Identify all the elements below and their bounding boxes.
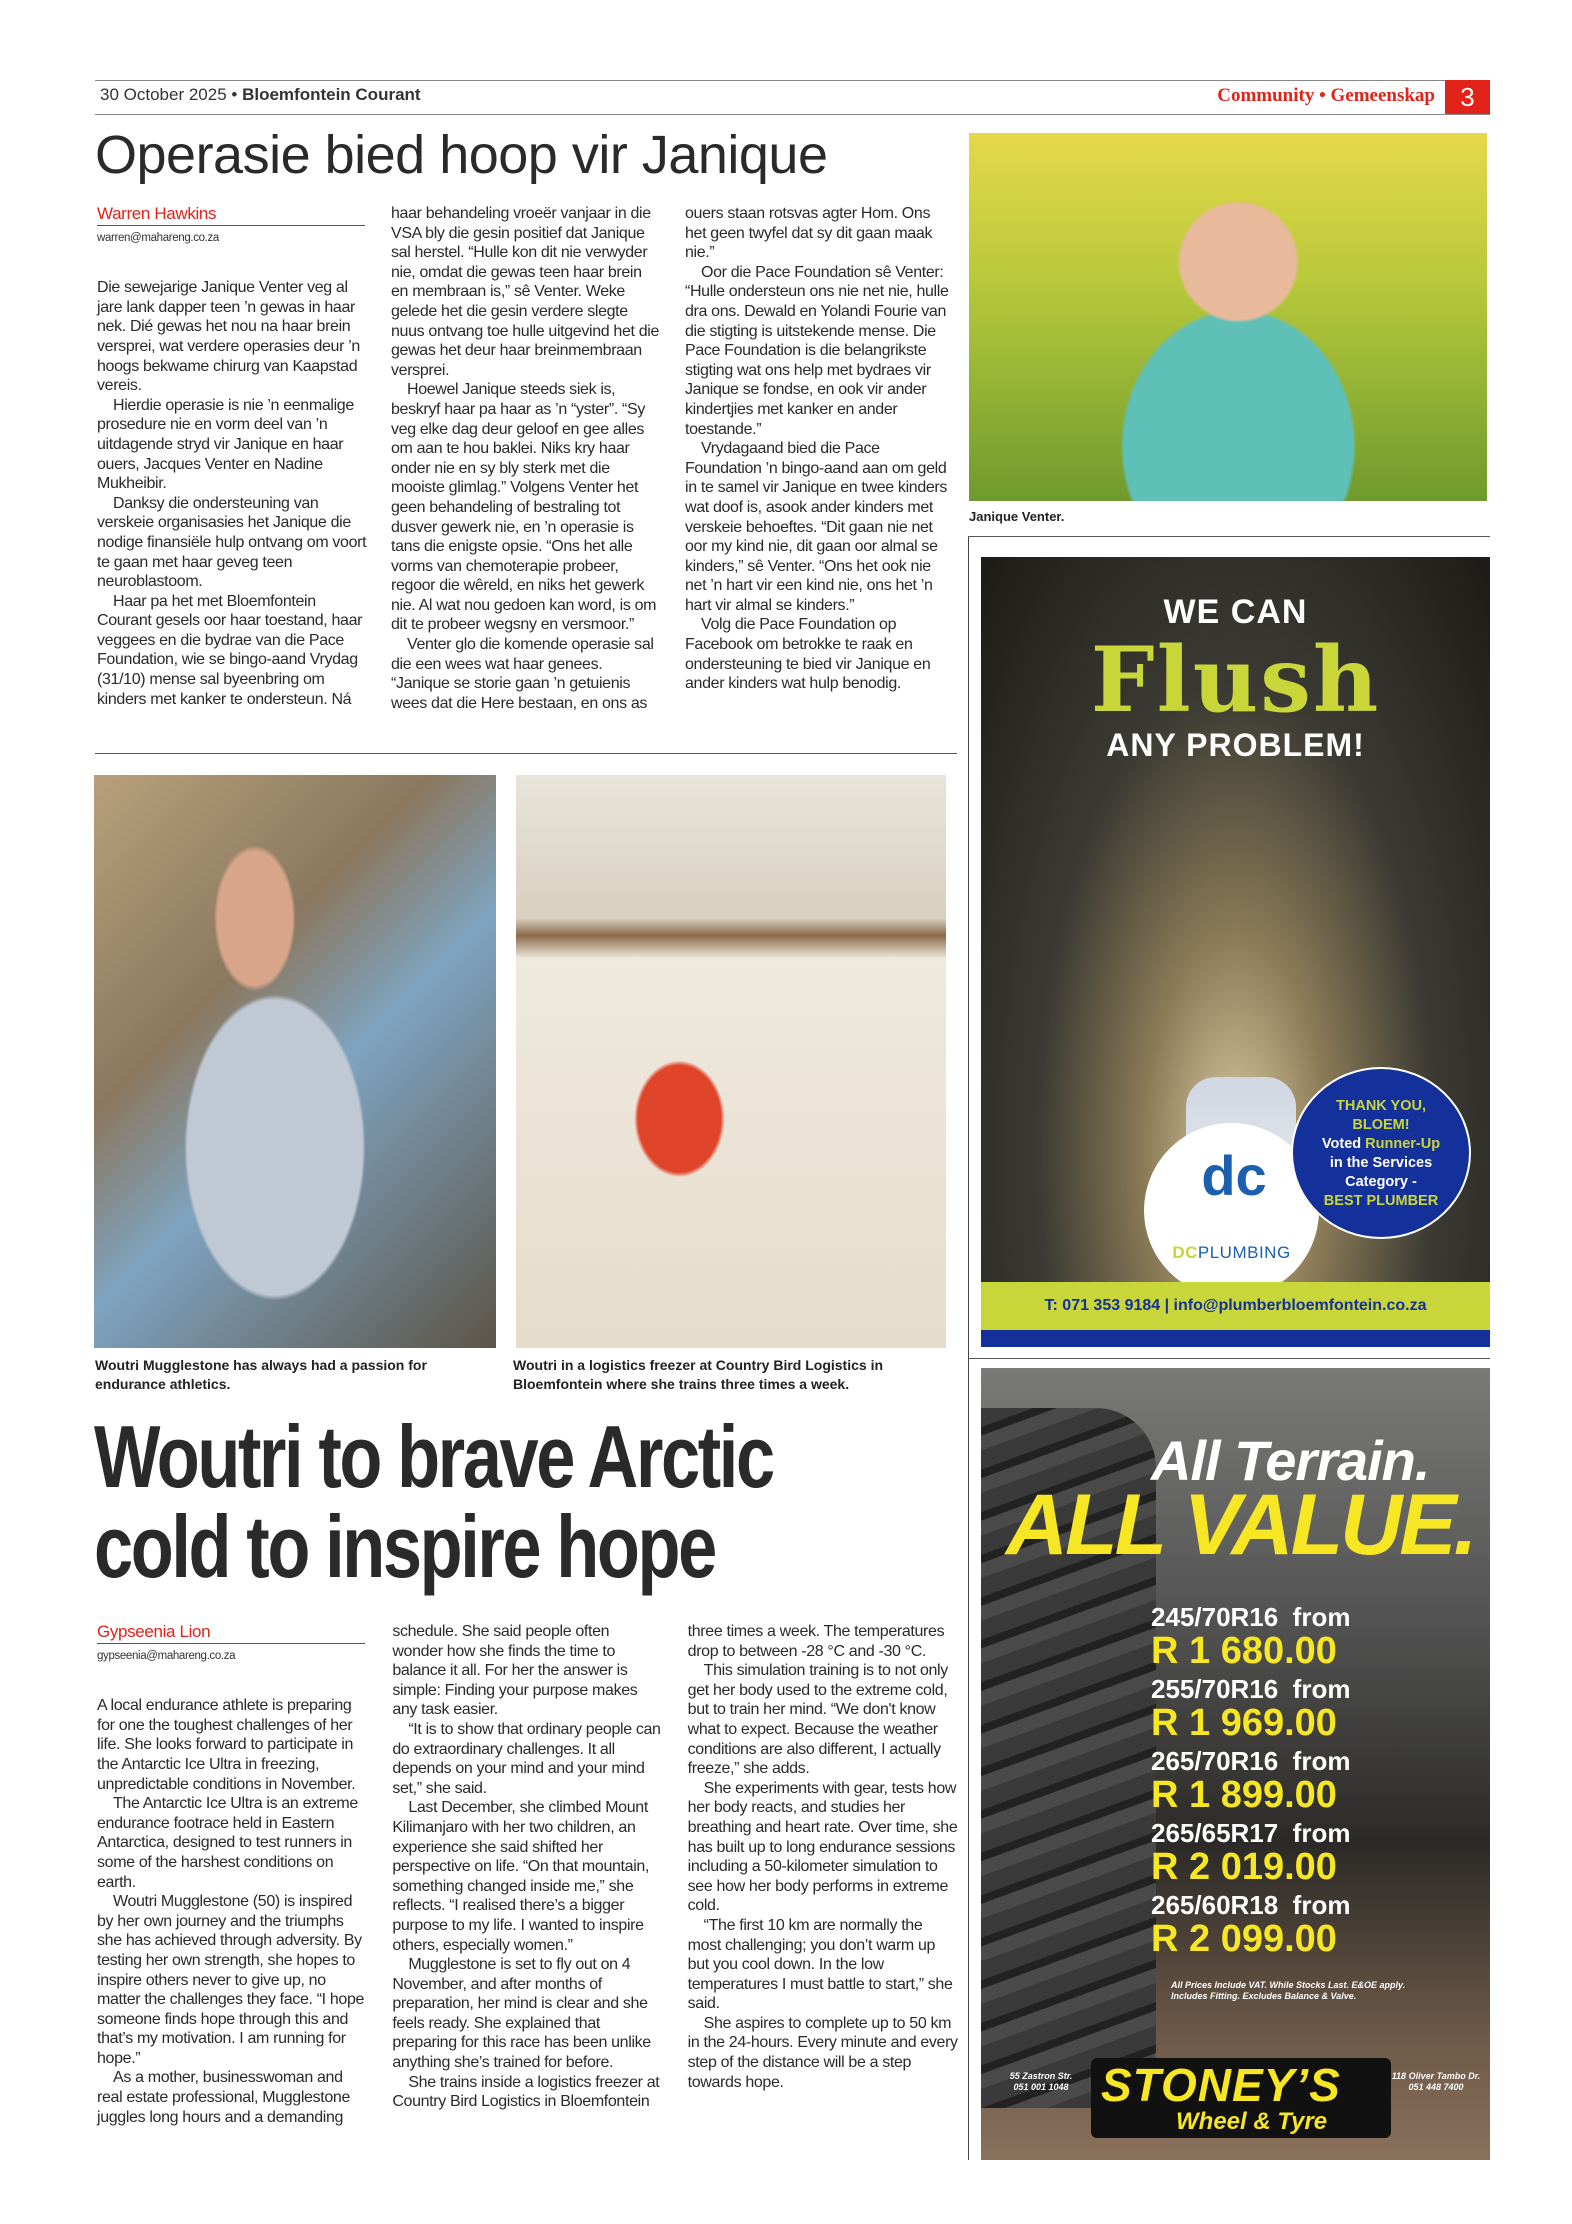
- ad-flush-word: Flush: [1090, 627, 1381, 733]
- badge-line: THANK YOU,: [1336, 1098, 1426, 1114]
- article1-body: [97, 204, 955, 740]
- fine-line: All Prices Include VAT. While Stocks Last. E&OE apply.: [1171, 1980, 1406, 1990]
- tyre-size: 265/60R18 from: [1151, 1890, 1351, 1920]
- article2-byline: [97, 1622, 368, 1666]
- tyre-size: 245/70R16 from: [1151, 1602, 1351, 1632]
- badge-line: in the Services: [1329, 1155, 1433, 1171]
- logo-text: [1144, 1243, 1319, 1263]
- badge-line: BLOEM!: [1352, 1117, 1410, 1133]
- paragraph: Haar pa het met Bloemfontein Courant gesels oor haar toestand, haar veggees en die bydrae van die Pace Foundation, wie se bingo-aand Vrydag (31/10) mense sal byeenbring om kinders met kanker te ondersteun. Ná haar behandeling vroeër vanjaar in die VSA bly die gesin positief dat Janique sal herstel. “Hulle kon dit nie verwyder nie, omdat die gewas teen haar brein en membraan is,” sê Venter. Weke gelede het die gesin verdere slegte nuus ontvang toe hulle uitgevind het die gewas het deur haar breinmembraan versprei.: [97, 205, 659, 708]
- award-badge: [1291, 1067, 1471, 1239]
- paper-name: Bloemfontein Courant: [242, 85, 421, 104]
- ad-line: ANY PROBLEM!: [1106, 727, 1365, 763]
- tyre-size: 265/70R16 from: [1151, 1746, 1351, 1776]
- issue-date: 30 October 2025: [100, 85, 227, 104]
- janique-photo: [969, 133, 1487, 501]
- article2-body: [97, 1622, 959, 2158]
- paragraph: “The first 10 km are normally the most challenging; you don’t warm up but you cool down. In the low temperatures I must battle to start,” she said.: [687, 1916, 953, 2013]
- contact-bar[interactable]: T: 071 353 9184 | info@plumberbloemfontein.co.za: [981, 1282, 1490, 1330]
- stoneys-tyre-ad[interactable]: [981, 1368, 1490, 2160]
- paragraph: This simulation training is to not only get her body used to the extreme cold, but to train her mind. “We don't know what to expect. Because the weather conditions are also different, I actually freeze,” she adds.: [687, 1662, 948, 1778]
- article-divider: [95, 753, 957, 754]
- paragraph: Hoewel Janique steeds siek is, beskryf haar pa haar as ’n “yster”. “Sy veg elke dag deur geloof en gee alles om aan te hou baklei. Niks kry haar onder nie en sy bly sterk met die mooiste glimlag.” Volgens Venter het geen behandeling of bestraling tot dusver gewerk nie, en ’n operasie is tans die enigste opsie. “Ons het alle vorms van chemoterapie probeer, regoor die wêreld, en niks het gewerk nie. Al wat nou gedoen kan word, is om dit te probeer wegsny en versmoor.”: [391, 381, 657, 634]
- badge-text: Runner-Up: [1365, 1136, 1441, 1152]
- paragraph: As a mother, businesswoman and real estate professional, Mugglestone juggles long hours and a demanding schedule. She said people often wonder how she finds the time to balance it all. For her the answer is simple: Finding your purpose makes any task easier.: [97, 1623, 638, 2126]
- ads-divider: [968, 536, 1490, 537]
- fine-print: [1171, 1980, 1405, 2002]
- separator: •: [231, 85, 238, 104]
- badge-text: Voted: [1321, 1136, 1366, 1152]
- paragraph: A local endurance athlete is preparing for one the toughest challenges of her life. She looks forward to participate in the Antarctic Ice Ultra in freezing, unpredictable conditions in November.: [97, 1697, 356, 1793]
- branch-phone: 051 001 1048: [1013, 2082, 1069, 2092]
- tyre-price: R 1 680.00: [1151, 1630, 1337, 1672]
- headline-line: cold to inspire hope: [94, 1497, 715, 1596]
- tyre-price: R 2 019.00: [1151, 1846, 1337, 1888]
- logo-dc: DC: [1172, 1243, 1198, 1262]
- header-rule-bottom: [95, 114, 1490, 115]
- paragraph: Last December, she climbed Mount Kilimanjaro with her two children, an experience she said shifted her perspective on life. “On that mountain, something changed inside me,” she reflects. “I realised there’s a bigger purpose to my life. I wanted to inspire others, especially women.”: [392, 1799, 650, 1954]
- pipe-logo-icon: dc: [1201, 1144, 1267, 1207]
- paragraph: Vrydagaand bied die Pace Foundation ’n bingo-aand aan om geld in te samel vir Janique en twee kinders wat doof is, asook ander kinders met verskeie behoeftes. “Dit gaan nie net oor my kind nie, dit gaan oor almal se kinders,” sê Venter. “Ons het ook nie net ’n hart vir een kind nie, ons het ’n hart vir almal se kinders.”: [685, 440, 948, 614]
- article1-headline: Operasie bied hoop vir Janique: [95, 125, 828, 185]
- paragraph: Hierdie operasie is nie ’n eenmalige prosedure nie en vorm deel van ’n uitdagende stryd vir Janique en haar ouers, Jacques Venter en Nadine Mukheibir.: [97, 396, 354, 493]
- headline-line: Woutri to brave Arctic: [94, 1407, 773, 1506]
- janique-photo-caption: Janique Venter.: [969, 509, 1065, 524]
- dc-plumbing-ad[interactable]: [981, 557, 1490, 1347]
- photo-caption-left: Woutri Mugglestone has always had a passion for endurance athletics.: [95, 1357, 427, 1392]
- tyre-price: R 1 899.00: [1151, 1774, 1337, 1816]
- ad-subtitle: ALL VALUE.: [1006, 1477, 1475, 1573]
- tyre-size: 265/65R17 from: [1151, 1818, 1351, 1848]
- dateline: [100, 85, 421, 105]
- price-list: [1151, 1603, 1391, 1963]
- freezer-photo: [516, 775, 946, 1348]
- blue-stripe: [981, 1330, 1490, 1347]
- badge-line: [1293, 1135, 1469, 1154]
- article1-byline: [97, 204, 367, 248]
- branch-phone: 051 448 7400: [1408, 2082, 1464, 2092]
- mugglestone-running-photo: [94, 775, 496, 1348]
- paragraph: The Antarctic Ice Ultra is an extreme endurance footrace held in Eastern Antarctica, designed to test runners in some of the harshest conditions on earth.: [97, 1795, 358, 1891]
- paragraph: Die sewejarige Janique Venter veg al jare lank dapper teen ’n gewas in haar nek. Dié gewas het nou na haar brein versprei, wat verdere operasies deur ’n hoogs bekwame chirurg van Kaapstad vereis.: [97, 279, 360, 395]
- author-email[interactable]: warren@mahareng.co.za: [97, 231, 219, 244]
- ads-divider: [968, 1358, 1490, 1359]
- section-label: Community • Gemeenskap: [1217, 85, 1435, 106]
- paragraph: Mugglestone is set to fly out on 4 November, and after months of preparation, her mind is clear and she feels ready. She explained that preparing for this race has been unlike anything she’s trained for before.: [392, 1956, 651, 2072]
- paragraph: Danksy die ondersteuning van verskeie organisasies het Janique die nodige finansiële hulp ontvang om voort te gaan met haar geveg teen neuroblastoom.: [97, 494, 367, 591]
- paragraph: She aspires to complete up to 50 km in the 24-hours. Every minute and every step of the distance will be a step towards hope.: [687, 2014, 958, 2091]
- logo-plumbing: PLUMBING: [1197, 1243, 1291, 1262]
- badge-line: Category -: [1345, 1174, 1417, 1190]
- fine-line: Includes Fitting. Excludes Balance & Valve.: [1171, 1991, 1357, 2001]
- tyre-price: R 2 099.00: [1151, 1918, 1337, 1960]
- branch-right: [1386, 2071, 1486, 2093]
- author-email[interactable]: gypseenia@mahareng.co.za: [97, 1649, 236, 1662]
- paragraph: She experiments with gear, tests how her body reacts, and studies her breathing and heart rate. Over time, she has built up to long endurance sessions including a 50-kilometer simulation to see how her body performs in extreme cold.: [687, 1779, 958, 1915]
- tyre-size: 255/70R16 from: [1151, 1674, 1351, 1704]
- paragraph: “It is to show that ordinary people can do extraordinary challenges. It all depends on your mind and your mind set,” she said.: [392, 1720, 661, 1797]
- header-rule-top: [95, 80, 1490, 81]
- photo-caption-right: Woutri in a logistics freezer at Country Bird Logistics in Bloemfontein where she trains three times a week.: [513, 1357, 884, 1392]
- paragraph: Woutri Mugglestone (50) is inspired by her own journey and the triumphs she has achieved through adversity. By testing her own strength, she hopes to inspire others never to give up, no matter the challenges they face. “I hope someone finds hope through this and that’s my motivation. I am running for hope.”: [97, 1893, 365, 2067]
- branch-address: 55 Zastron Str.: [1009, 2071, 1073, 2081]
- paragraph: She trains inside a logistics freezer at Country Bird Logistics in Bloemfontein three times a week. The temperatures drop to between -28 °C and -30 °C.: [392, 1623, 945, 2111]
- ad-title: All Terrain.: [1151, 1429, 1430, 1492]
- paragraph: Oor die Pace Foundation sê Venter: “Hulle ondersteun ons nie net nie, hulle dra ons. Dewald en Yolandi Fourie van die stigting is uitstekende mense. Die Pace Foundation is die belangrikste stigting wat ons help met bydraes vir Janique se fondse, en ook vir ander kindertjies met kanker en ander toestande.”: [685, 263, 949, 438]
- ad-line: WE CAN: [1163, 593, 1308, 631]
- brand-subtitle: Wheel & Tyre: [1176, 2108, 1328, 2135]
- author-name[interactable]: Gypseenia Lion: [97, 1622, 365, 1644]
- author-name[interactable]: Warren Hawkins: [97, 204, 365, 226]
- page-number: 3: [1445, 80, 1490, 114]
- branch-left: [991, 2071, 1091, 2093]
- paragraph: Venter glo die komende operasie sal die een wees wat haar genees. “Janique se storie gaan ’n getuienis wees dat die Here bestaan, en ons as ouers staan rotsvas agter Hom. Ons het geen twyfel dat sy dit gaan maak nie.”: [391, 205, 933, 712]
- badge-line: BEST PLUMBER: [1323, 1193, 1439, 1209]
- tyre-price: R 1 969.00: [1151, 1702, 1337, 1744]
- paragraph: Volg die Pace Foundation op Facebook om betrokke te raak en ondersteuning te bied vir Janique en ander kinders wat hulp benodig.: [685, 616, 931, 693]
- article2-headline: [94, 1407, 894, 1596]
- branch-address: 118 Oliver Tambo Dr.: [1391, 2071, 1481, 2081]
- brand-name: STONEY’S: [1101, 2059, 1341, 2111]
